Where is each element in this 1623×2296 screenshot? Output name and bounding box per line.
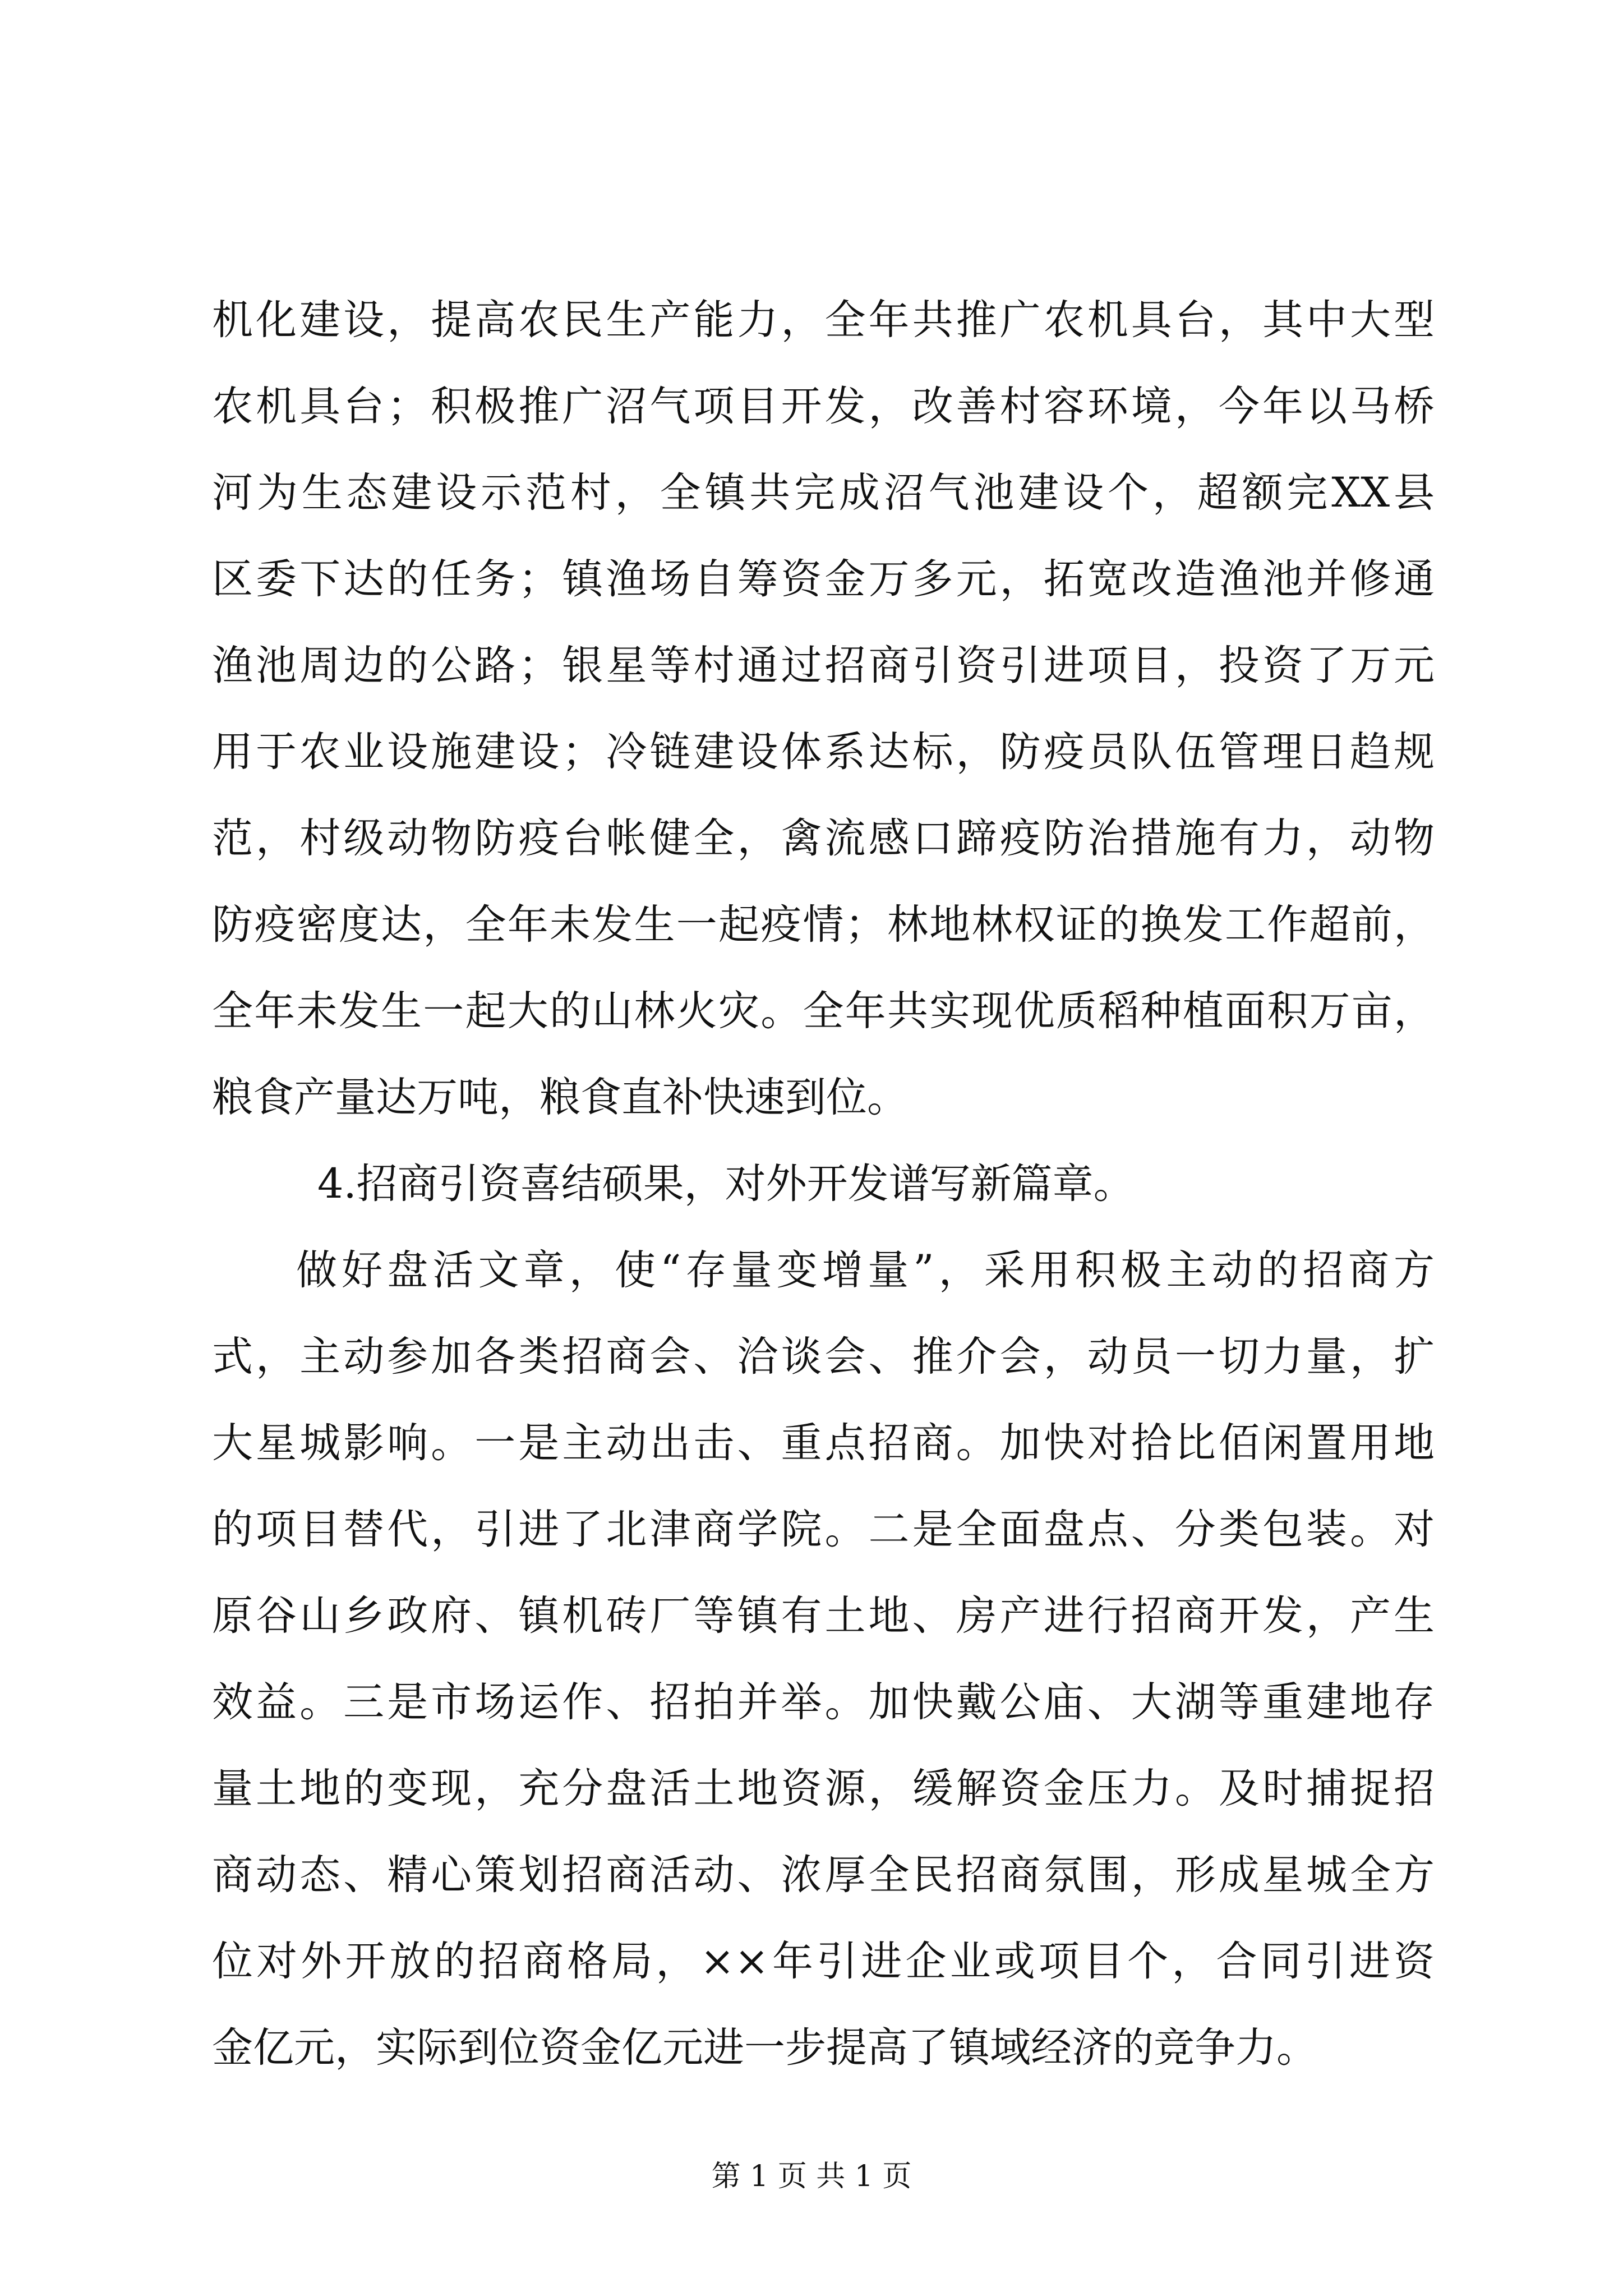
text-line: 河为生态建设示范村，全镇共完成沼气池建设个，超额完XX县	[212, 469, 1435, 517]
text-line: 做好盘活文章，使“存量变增量”，采用积极主动的招商方	[296, 1246, 1435, 1294]
text-line: 粮食产量达万吨，粮食直补快速到位。	[212, 1074, 908, 1121]
text-line: 原谷山乡政府、镇机砖厂等镇有土地、房产进行招商开发，产生	[212, 1592, 1435, 1640]
text-line: 渔池周边的公路；银星等村通过招商引资引进项目，投资了万元	[212, 642, 1435, 689]
text-line: 的项目替代，引进了北津商学院。二是全面盘点、分类包装。对	[212, 1506, 1435, 1553]
text-line: 位对外开放的招商格局，××年引进企业或项目个，合同引进资	[212, 1938, 1435, 1985]
text-line: 农机具台；积极推广沼气项目开发，改善村容环境，今年以马桥	[212, 383, 1435, 430]
text-line: 效益。三是市场运作、招拍并举。加快戴公庙、大湖等重建地存	[212, 1678, 1435, 1726]
text-line: 用于农业设施建设；冷链建设体系达标，防疫员队伍管理日趋规	[212, 728, 1435, 776]
text-line: 防疫密度达，全年未发生一起疫情；林地林权证的换发工作超前，	[212, 901, 1435, 949]
page-footer: 第 1 页 共 1 页	[711, 2160, 912, 2193]
paragraph-agriculture	[212, 277, 1435, 1227]
text-line: 大星城影响。一是主动出击、重点招商。加快对拾比佰闲置用地	[212, 1419, 1435, 1467]
text-line: 式，主动参加各类招商会、洽谈会、推介会，动员一切力量，扩	[212, 1333, 1435, 1381]
section-heading: 4.招商引资喜结硕果，对外开发谱写新篇章。	[317, 1160, 1135, 1208]
text-line: 量土地的变现，充分盘活土地资源，缓解资金压力。及时捕捉招	[212, 1765, 1435, 1812]
text-line: 商动态、精心策划招商活动、浓厚全民招商氛围，形成星城全方	[212, 1851, 1435, 1899]
paragraph-investment	[212, 1227, 1435, 2091]
text-line: 金亿元，实际到位资金亿元进一步提高了镇域经济的竞争力。	[212, 2024, 1317, 2072]
text-line: 区委下达的任务；镇渔场自筹资金万多元，拓宽改造渔池并修通	[212, 555, 1435, 603]
text-line: 机化建设，提高农民生产能力，全年共推广农机具台，其中大型	[212, 296, 1435, 344]
text-line: 范，村级动物防疫台帐健全，禽流感口蹄疫防治措施有力，动物	[212, 815, 1435, 862]
text-line: 全年未发生一起大的山林火灾。全年共实现优质稻种植面积万亩，	[212, 987, 1435, 1035]
